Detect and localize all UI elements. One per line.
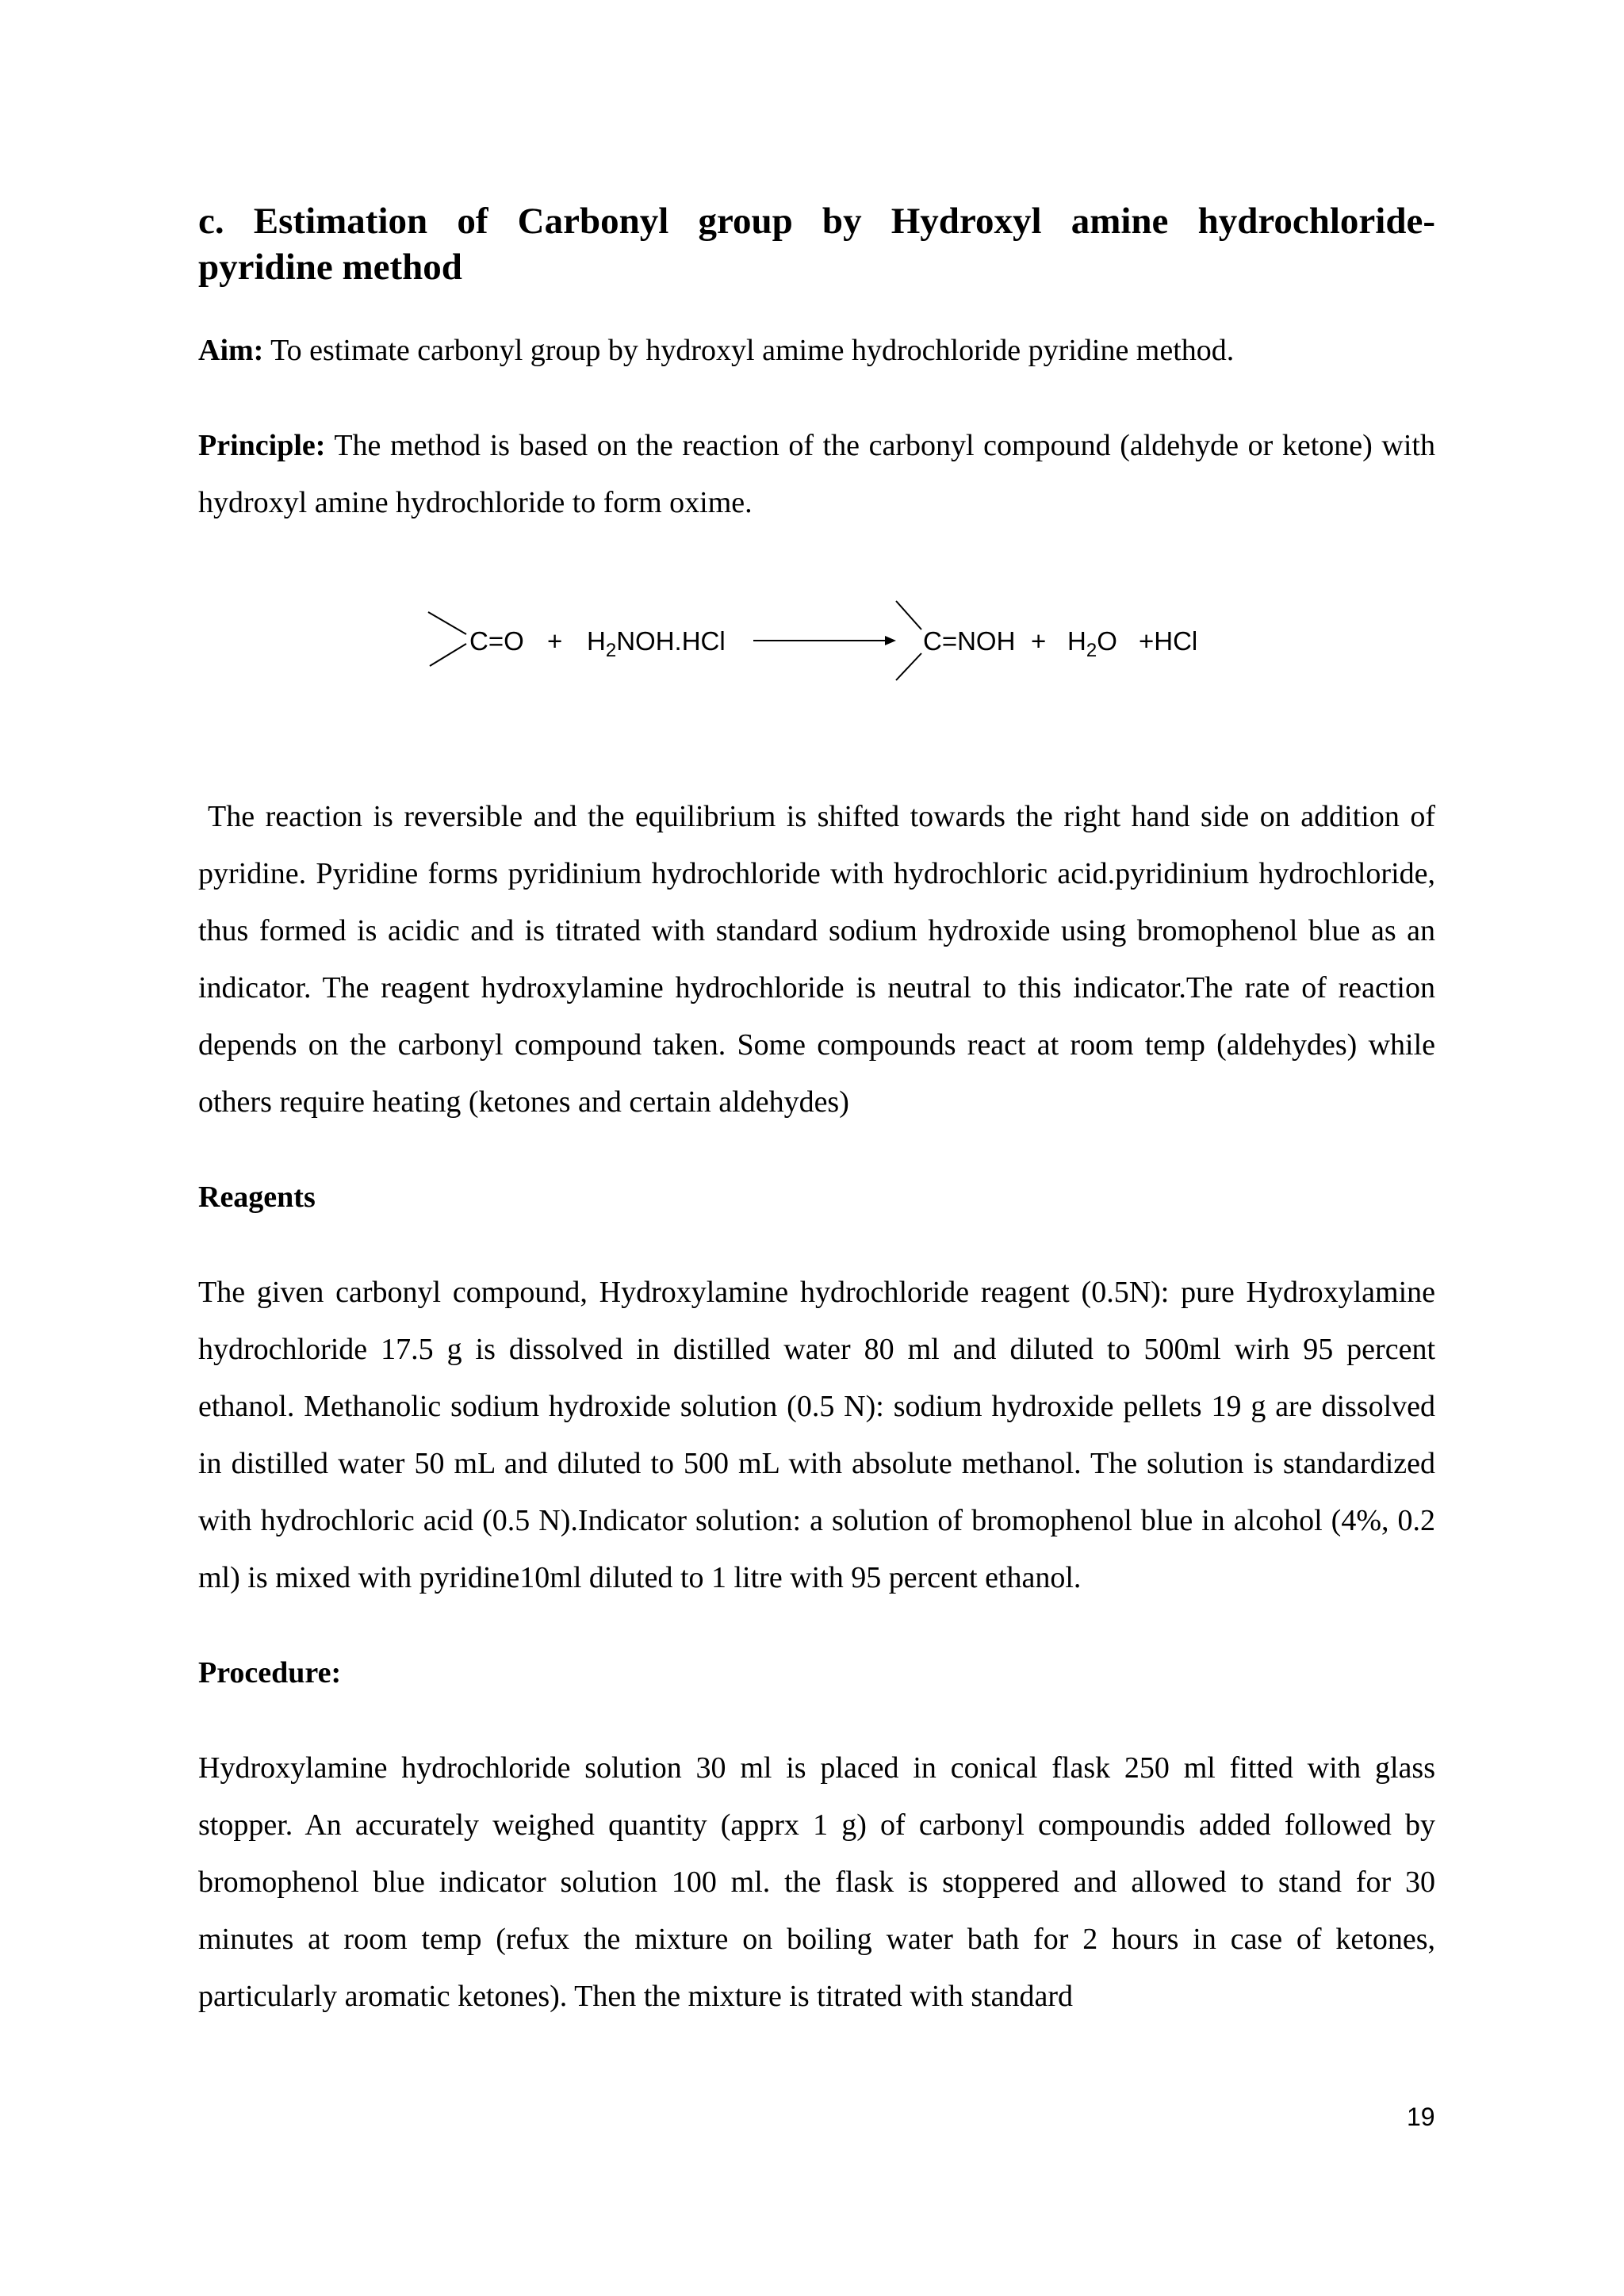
- section-title-line2: pyridine method: [198, 247, 462, 288]
- procedure-paragraph: Hydroxylamine hydrochloride solution 30 ml is placed in conical flask 250 ml fitted with glass stopper. An accurately weighed quantity (apprx 1 g) of carbonyl compoundis added followed by bromophenol blue indicator solution 100 ml. the flask is stoppered and allowed to stand for 30 minutes at room temp (refux the mixture on boiling water bath for 2 hours in case of ketones, particularly aromatic ketones). Then the mixture is titrated with standard: [198, 1751, 1435, 2013]
- procedure-heading: Procedure:: [198, 1656, 342, 1689]
- product-hcl: +HCl: [1139, 626, 1198, 656]
- aim-paragraph: [198, 322, 1435, 379]
- aim-text: To estimate carbonyl group by hydroxyl amime hydrochloride pyridine method.: [263, 334, 1235, 367]
- page-number: 19: [1407, 2103, 1435, 2131]
- oxime-bond-lower: [896, 653, 921, 680]
- section-title-line1: c. Estimation of Carbonyl group by Hydroxyl amine hydrochloride-: [198, 201, 1435, 242]
- plus-sign-1: +: [547, 626, 563, 656]
- carbonyl-bond-upper: [428, 612, 466, 634]
- principle-paragraph: [198, 417, 1435, 531]
- carbonyl-bond-lower: [430, 644, 466, 666]
- plus-sign-2: +: [1031, 626, 1047, 656]
- product-water: $H_2O$: [1067, 626, 1117, 661]
- reactant-carbonyl: C=O: [469, 626, 524, 656]
- principle-label: Principle:: [198, 429, 326, 462]
- oxime-bond-upper: [896, 601, 921, 629]
- document-page: [198, 198, 1435, 2025]
- reagent-hydroxylamine: $H_2NOH.HCl$: [587, 626, 726, 661]
- principle-explanation-paragraph: The reaction is reversible and the equilibrium is shifted towards the right hand side on addition of pyridine. Pyridine forms pyridinium hydrochloride with hydrochloric acid.pyridinium hydrochloride, thus formed is acidic and is titrated with standard sodium hydroxide using bromophenol blue as an indicator. The reagent hydroxylamine hydrochloride is neutral to this indicator.The rate of reaction depends on the carbonyl compound taken. Some compounds react at room temp (aldehydes) while others require heating (ketones and certain aldehydes): [198, 800, 1435, 1119]
- aim-label: Aim:: [198, 334, 264, 367]
- section-title: [198, 198, 1435, 290]
- reaction-arrow-head: [885, 636, 896, 645]
- reaction-equation: [198, 563, 1435, 721]
- reagents-paragraph: The given carbonyl compound, Hydroxylamine hydrochloride reagent (0.5N): pure Hydroxylamine hydrochloride 17.5 g is dissolved in distilled water 80 ml and diluted to 500ml wirh 95 percent ethanol. Methanolic sodium hydroxide solution (0.5 N): sodium hydroxide pellets 19 g are dissolved in distilled water 50 mL and diluted to 500 mL with absolute methanol. The solution is standardized with hydrochloric acid (0.5 N).Indicator solution: a solution of bromophenol blue in alcohol (4%, 0.2 ml) is mixed with pyridine10ml diluted to 1 litre with 95 percent ethanol.: [198, 1276, 1435, 1594]
- product-oxime: C=NOH: [923, 626, 1016, 656]
- principle-text: The method is based on the reaction of the carbonyl compound (aldehyde or ketone) with hydroxyl amine hydrochloride to form oxime.: [198, 429, 1435, 519]
- reaction-diagram: [198, 563, 1435, 721]
- reagents-heading: Reagents: [198, 1181, 316, 1214]
